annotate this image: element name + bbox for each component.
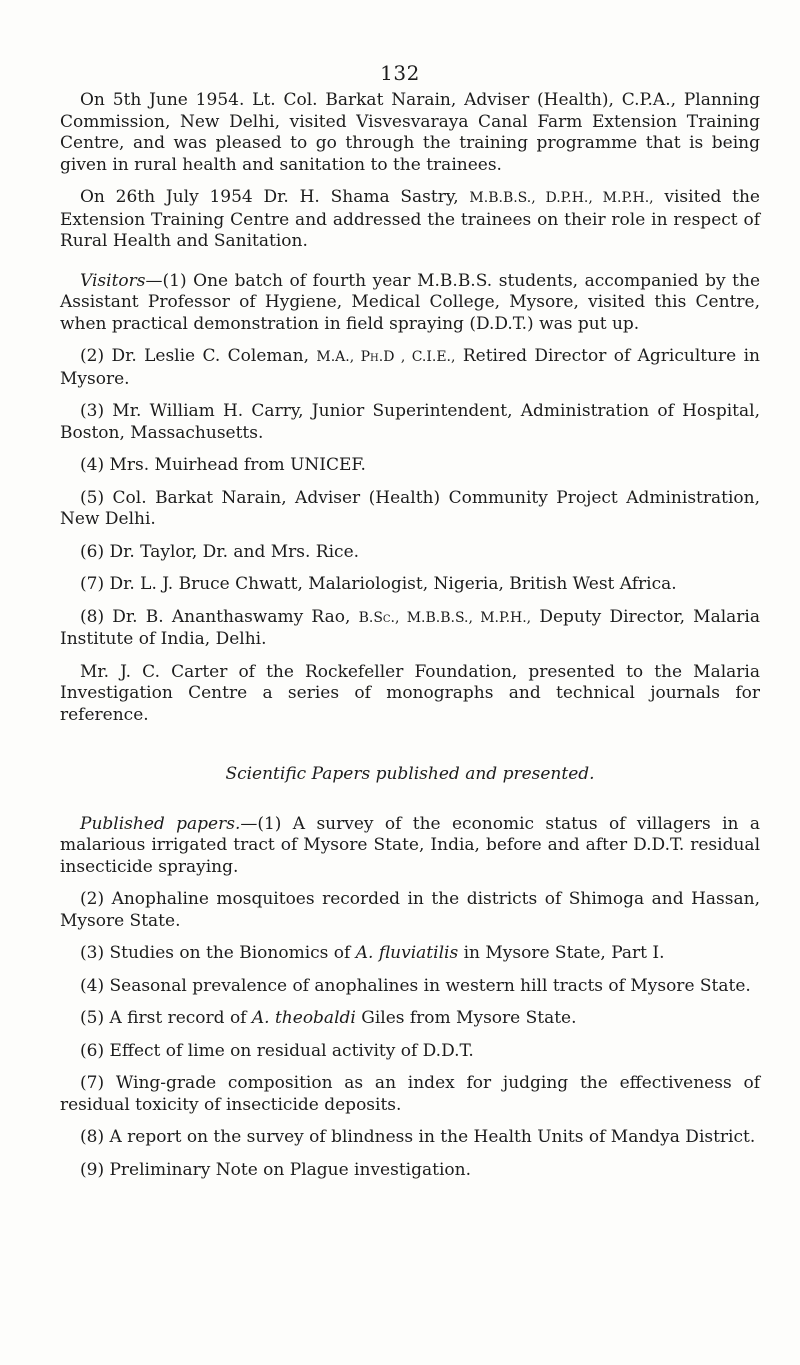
- published-paper-8: [60, 1127, 760, 1149]
- paragraph-text: (4) Mrs. Muirhead from UNICEF.: [80, 455, 366, 475]
- paragraph-text: (3) Studies on the Bionomics of: [80, 943, 351, 963]
- published-paper-3: [60, 943, 760, 965]
- paragraph-text: (7) Wing-grade composition as an index for judging the effectiveness of residual toxicity of insecticide deposits.: [60, 1073, 760, 1115]
- paragraph-text: (5) Col. Barkat Narain, Adviser (Health) Community Project Administration, New Delhi.: [60, 487, 760, 529]
- species-name: A. theobaldi: [251, 1008, 356, 1028]
- published-paper-7: [60, 1073, 760, 1116]
- paragraph-text: (5) A first record of: [80, 1008, 247, 1028]
- paragraph-text: visited the Extension Training Centre and addressed the trainees on their role in respect of Rural Health and Sanitation.: [60, 187, 760, 251]
- visitors-item-5: [60, 488, 760, 531]
- published-papers-label: Published papers.: [80, 813, 241, 834]
- published-paper-9: [60, 1160, 760, 1182]
- paragraph-text: (2) Anophaline mosquitoes recorded in the districts of Shimoga and Hassan, Mysore State.: [60, 889, 760, 931]
- degree-abbreviations: M.A., Ph.D , C.I.E.,: [316, 349, 456, 365]
- paragraph-text: (8) Dr. B. Ananthaswamy Rao,: [80, 606, 351, 627]
- paragraph-sastry-visit: [60, 187, 760, 253]
- body-text: [60, 90, 760, 1192]
- paragraph-text: (3) Mr. William H. Carry, Junior Superintendent, Administration of Hospital, Boston, Massachusetts.: [60, 401, 760, 443]
- section-heading: Scientific Papers published and presented.: [225, 764, 595, 784]
- visitors-item-2: [60, 346, 760, 390]
- paragraph-text: (6) Dr. Taylor, Dr. and Mrs. Rice.: [80, 541, 360, 562]
- visitors-item-3: [60, 401, 760, 444]
- paragraph-text: (6) Effect of lime on residual activity of D.D.T.: [80, 1040, 474, 1061]
- species-name: A. fluviatilis: [355, 943, 459, 963]
- published-paper-5: [60, 1008, 760, 1030]
- paragraph-text: —(1) One batch of fourth year M.B.B.S. students, accompanied by the Assistant Professor of Hygiene, Medical College, Mysore, visited this Centre, when practical demonstration in field spraying (D.D.T.) was put up.: [60, 270, 760, 334]
- visitors-item-8: [60, 607, 760, 651]
- paragraph-text: Giles from Mysore State.: [361, 1008, 577, 1028]
- paragraph-planning-commission-visit: [60, 90, 760, 176]
- paragraph-text: (2) Dr. Leslie C. Coleman,: [80, 346, 310, 366]
- paragraph-text: (9) Preliminary Note on Plague investigation.: [80, 1159, 471, 1180]
- degree-abbreviations: M.B.B.S., D.P.H., M.P.H.,: [469, 190, 654, 206]
- paragraph-text: Retired Director of Agriculture in Mysore.: [60, 346, 760, 389]
- paragraph-text: Mr. J. C. Carter of the Rockefeller Foundation, presented to the Malaria Investigation Centre a series of monographs and technical journals for reference.: [60, 661, 760, 725]
- paragraph-carter-monographs: [60, 662, 760, 727]
- degree-abbreviations: B.Sc., M.B.B.S., M.P.H.,: [358, 609, 532, 626]
- paragraph-text: —(1) A survey of the economic status of villagers in a malarious irrigated tract of Mysore State, India, before and after D.D.T. residual insecticide spraying.: [60, 813, 760, 877]
- visitors-item-7: [60, 574, 760, 596]
- visitors-label: Visitors: [80, 270, 146, 291]
- visitors-item-6: [60, 542, 760, 564]
- paragraph-text: On 5th June 1954. Lt. Col. Barkat Narain, Adviser (Health), C.P.A., Planning Commission, New Delhi, visited Visvesvaraya Canal Farm Extension Training Centre, and was pleased to go through the training programme that is being given in rural health and sanitation to the trainees.: [60, 90, 760, 175]
- page-number: 132: [380, 61, 420, 85]
- paragraph-text: On 26th July 1954 Dr. H. Shama Sastry,: [80, 187, 459, 207]
- paragraph-text: Deputy Director, Malaria Institute of India, Delhi.: [60, 606, 760, 649]
- paragraph-text: (8) A report on the survey of blindness in the Health Units of Mandya District.: [80, 1127, 756, 1147]
- paragraph-text: in Mysore State, Part I.: [463, 943, 665, 963]
- published-paper-6: [60, 1041, 760, 1063]
- paragraph-text: (7) Dr. L. J. Bruce Chwatt, Malariologist, Nigeria, British West Africa.: [80, 574, 677, 594]
- published-paper-4: [60, 976, 760, 998]
- paragraph-text: (4) Seasonal prevalence of anophalines in western hill tracts of Mysore State.: [80, 975, 751, 996]
- published-paper-2: [60, 889, 760, 932]
- visitors-item-4: [60, 455, 760, 477]
- visitors-item-1: [60, 271, 760, 336]
- published-paper-1: [60, 814, 760, 879]
